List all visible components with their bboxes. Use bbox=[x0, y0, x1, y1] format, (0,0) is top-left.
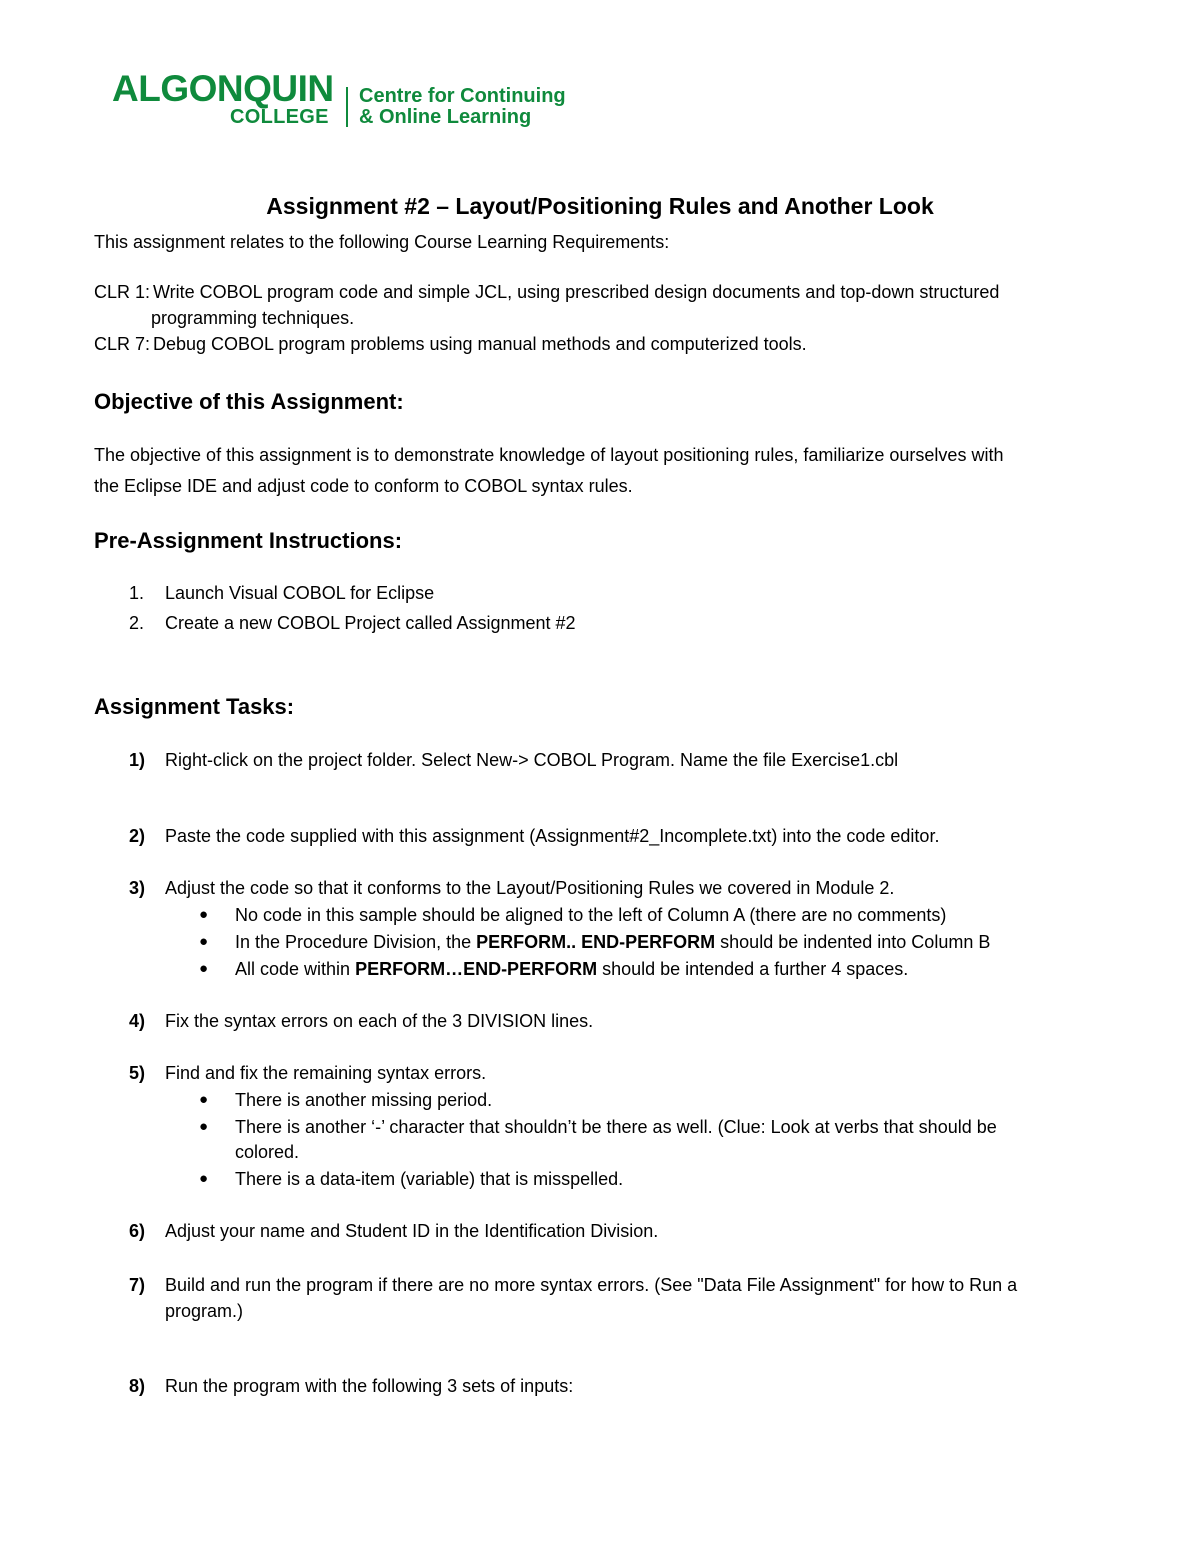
task-bullet: There is a data-item (variable) that is misspelled. bbox=[235, 1169, 624, 1189]
task-text: Fix the syntax errors on each of the 3 DIVISION lines. bbox=[165, 1011, 594, 1031]
task-num: 8) bbox=[129, 1376, 146, 1396]
task-num: 4) bbox=[129, 1011, 146, 1031]
task-text: Adjust your name and Student ID in the Identification Division. bbox=[165, 1221, 659, 1241]
task-text: Find and fix the remaining syntax errors. bbox=[165, 1063, 487, 1083]
task-num: 6) bbox=[129, 1221, 146, 1241]
task-bullet: There is another ‘-’ character that shouldn’t be there as well. (Clue: Look at verbs that should be bbox=[235, 1117, 997, 1137]
pre-heading: Pre-Assignment Instructions: bbox=[94, 528, 403, 553]
task-bullet: There is another missing period. bbox=[235, 1090, 493, 1110]
clr1-text-cont: programming techniques. bbox=[151, 308, 355, 328]
logo-college: COLLEGE bbox=[230, 106, 329, 128]
bullet-icon: ● bbox=[199, 1091, 209, 1108]
task-num: 1) bbox=[129, 750, 146, 770]
pre-item-text: Launch Visual COBOL for Eclipse bbox=[165, 583, 435, 603]
task-bullet-cont: colored. bbox=[235, 1142, 300, 1162]
pre-item-num: 1. bbox=[129, 583, 145, 603]
task-text: Build and run the program if there are no more syntax errors. (See "Data File Assignment" for how to Run a bbox=[165, 1275, 1018, 1295]
logo-centre-line2: & Online Learning bbox=[359, 106, 532, 128]
pre-item-num: 2. bbox=[129, 613, 145, 633]
tasks-heading: Assignment Tasks: bbox=[94, 694, 295, 719]
logo-name: ALGONQUIN bbox=[112, 68, 334, 109]
task-num: 7) bbox=[129, 1275, 146, 1295]
logo-centre-line1: Centre for Continuing bbox=[359, 85, 566, 107]
pre-item-text: Create a new COBOL Project called Assignment #2 bbox=[165, 613, 576, 633]
task-bullet: In the Procedure Division, the PERFORM.. END-PERFORM should be indented into Column B bbox=[235, 932, 991, 952]
objective-line1: The objective of this assignment is to demonstrate knowledge of layout positioning rules, familiarize ourselves with bbox=[94, 445, 1004, 465]
objective-heading: Objective of this Assignment: bbox=[94, 389, 404, 414]
objective-line2: the Eclipse IDE and adjust code to conform to COBOL syntax rules. bbox=[94, 476, 633, 496]
task-num: 5) bbox=[129, 1063, 146, 1083]
task-text: Run the program with the following 3 sets of inputs: bbox=[165, 1376, 574, 1396]
logo-divider bbox=[346, 87, 348, 127]
task-text: Right-click on the project folder. Select New-> COBOL Program. Name the file Exercise1.cbl bbox=[165, 750, 899, 770]
task-num: 2) bbox=[129, 826, 146, 846]
task-bullet: All code within PERFORM…END-PERFORM should be intended a further 4 spaces. bbox=[235, 959, 909, 979]
page-title: Assignment #2 – Layout/Positioning Rules and Another Look bbox=[266, 193, 934, 219]
clr7-text: Debug COBOL program problems using manual methods and computerized tools. bbox=[153, 334, 807, 354]
clr1-text: Write COBOL program code and simple JCL, using prescribed design documents and top-down structured bbox=[153, 282, 1000, 302]
clr7-label: CLR 7: bbox=[94, 334, 151, 354]
task-num: 3) bbox=[129, 878, 146, 898]
bullet-icon: ● bbox=[199, 933, 209, 950]
bullet-icon: ● bbox=[199, 906, 209, 923]
college-logo bbox=[112, 68, 582, 128]
clr1-label: CLR 1: bbox=[94, 282, 151, 302]
task-text: Adjust the code so that it conforms to the Layout/Positioning Rules we covered in Module 2. bbox=[165, 878, 895, 898]
task-text-cont: program.) bbox=[165, 1301, 244, 1321]
intro-text: This assignment relates to the following Course Learning Requirements: bbox=[94, 232, 670, 252]
bullet-icon: ● bbox=[199, 1118, 209, 1135]
bullet-icon: ● bbox=[199, 1170, 209, 1187]
task-text: Paste the code supplied with this assignment (Assignment#2_Incomplete.txt) into the code editor. bbox=[165, 826, 940, 846]
bullet-icon: ● bbox=[199, 960, 209, 977]
task-bullet: No code in this sample should be aligned to the left of Column A (there are no comments) bbox=[235, 905, 947, 925]
